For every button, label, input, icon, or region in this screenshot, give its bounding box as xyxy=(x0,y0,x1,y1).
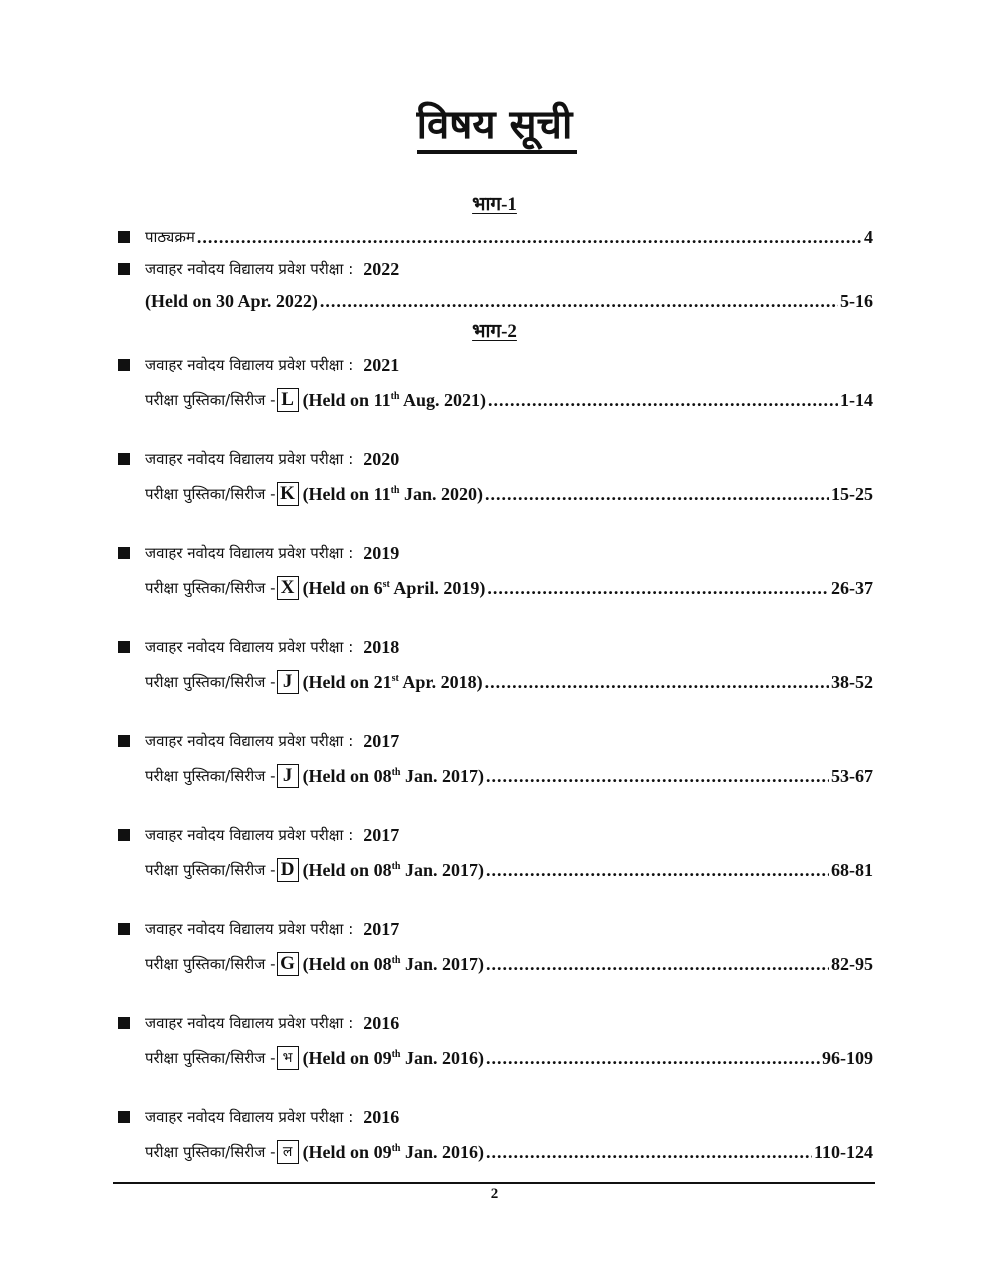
held-on-date xyxy=(303,484,483,505)
bullet-icon xyxy=(118,923,130,935)
exam-year: 2016 xyxy=(363,1012,400,1033)
held-on-date xyxy=(303,672,483,693)
entry-pages: 82-95 xyxy=(831,953,873,974)
entry-pages: 110-124 xyxy=(813,1141,873,1162)
entry-pages: 68-81 xyxy=(831,859,873,880)
held-day-suffix: st xyxy=(382,578,390,590)
series-code-box: G xyxy=(277,952,299,976)
exam-year: 2016 xyxy=(363,1106,400,1127)
exam-title: जवाहर नवोदय विद्यालय प्रवेश परीक्षा : xyxy=(145,1014,354,1032)
series-prefix: परीक्षा पुस्तिका/सिरीज - xyxy=(145,955,276,973)
held-date-rest: Jan. 2017) xyxy=(400,765,484,786)
dot-leader xyxy=(485,484,829,505)
held-prefix: (Held on xyxy=(302,483,374,504)
page-number: 2 xyxy=(490,1186,499,1202)
series-code-box: J xyxy=(277,764,299,788)
page-title: विषय सूची xyxy=(416,102,573,148)
exam-title-line xyxy=(145,633,873,661)
entry-pages: 4 xyxy=(864,226,873,247)
exam-year: 2017 xyxy=(363,730,400,751)
held-date-rest: Jan. 2017) xyxy=(400,859,484,880)
exam-title-line xyxy=(145,255,873,283)
held-prefix: (Held on xyxy=(302,1047,374,1068)
exam-title: जवाहर नवोदय विद्यालय प्रवेश परीक्षा : xyxy=(145,544,354,562)
held-on-date xyxy=(303,1048,484,1069)
series-prefix: परीक्षा पुस्तिका/सिरीज - xyxy=(145,579,276,597)
dot-leader xyxy=(486,860,829,881)
held-day-suffix: th xyxy=(391,860,401,872)
held-day-suffix: st xyxy=(391,672,399,684)
dot-leader xyxy=(320,291,838,312)
exam-title-line xyxy=(145,915,873,943)
toc-entry-2017-7[interactable] xyxy=(145,950,873,978)
held-day-suffix: th xyxy=(391,1048,401,1060)
held-day-suffix: th xyxy=(391,1142,401,1154)
entry-pages: 15-25 xyxy=(831,483,873,504)
exam-title: जवाहर नवोदय विद्यालय प्रवेश परीक्षा : xyxy=(145,732,354,750)
held-day: 08 xyxy=(373,953,392,974)
toc-entry-2016-8[interactable] xyxy=(145,1044,873,1072)
entry-pages: 96-109 xyxy=(822,1047,873,1068)
exam-title: जवाहर नवोदय विद्यालय प्रवेश परीक्षा : xyxy=(145,920,354,938)
bullet-icon xyxy=(118,263,130,275)
series-code-box: L xyxy=(277,388,299,412)
series-prefix: परीक्षा पुस्तिका/सिरीज - xyxy=(145,673,276,691)
held-on-date xyxy=(303,766,484,787)
exam-title: जवाहर नवोदय विद्यालय प्रवेश परीक्षा : xyxy=(145,356,354,374)
held-prefix: (Held on xyxy=(302,1141,374,1162)
held-day: 11 xyxy=(373,389,391,410)
held-on-date xyxy=(303,578,486,599)
bullet-icon xyxy=(118,547,130,559)
bullet-icon xyxy=(118,1111,130,1123)
bullet-icon xyxy=(118,359,130,371)
held-date-rest: Jan. 2020) xyxy=(399,483,484,504)
held-day: 08 xyxy=(373,765,392,786)
exam-year: 2018 xyxy=(363,636,400,657)
entry-pages: 26-37 xyxy=(831,577,873,598)
entry-label: पाठ्यक्रम xyxy=(145,228,195,246)
bullet-icon xyxy=(118,231,130,243)
exam-year: 2019 xyxy=(363,542,400,563)
exam-title-line xyxy=(145,1103,873,1131)
toc-entry-2018-4[interactable] xyxy=(145,668,873,696)
held-day: 09 xyxy=(373,1047,392,1068)
held-prefix: (Held on xyxy=(302,577,374,598)
exam-title-line xyxy=(145,1009,873,1037)
series-code-box: भ xyxy=(277,1046,299,1070)
dot-leader xyxy=(486,1048,820,1069)
dot-leader xyxy=(488,390,838,411)
bullet-icon xyxy=(118,735,130,747)
series-prefix: परीक्षा पुस्तिका/सिरीज - xyxy=(145,1143,276,1161)
series-prefix: परीक्षा पुस्तिका/सिरीज - xyxy=(145,391,276,409)
exam-title-line xyxy=(145,445,873,473)
exam-title: जवाहर नवोदय विद्यालय प्रवेश परीक्षा : xyxy=(145,450,354,468)
series-code-box: D xyxy=(277,858,299,882)
held-on-date xyxy=(303,954,484,975)
held-day-suffix: th xyxy=(391,766,401,778)
series-code-box: X xyxy=(277,576,299,600)
exam-title-line xyxy=(145,821,873,849)
held-date-rest: April. 2019) xyxy=(389,577,486,598)
series-prefix: परीक्षा पुस्तिका/सिरीज - xyxy=(145,1049,276,1067)
toc-entry-syllabus[interactable] xyxy=(145,223,873,251)
exam-title: जवाहर नवोदय विद्यालय प्रवेश परीक्षा : xyxy=(145,260,354,278)
dot-leader xyxy=(486,1142,812,1163)
held-on-date: (Held on 30 Apr. 2022) xyxy=(145,290,318,311)
exam-title: जवाहर नवोदय विद्यालय प्रवेश परीक्षा : xyxy=(145,826,354,844)
held-date-rest: Jan. 2016) xyxy=(400,1141,484,1162)
held-prefix: (Held on xyxy=(302,389,374,410)
exam-year: 2022 xyxy=(363,258,400,279)
series-code-box: J xyxy=(277,670,299,694)
held-on-date xyxy=(303,390,486,411)
exam-title-line xyxy=(145,351,873,379)
series-prefix: परीक्षा पुस्तिका/सिरीज - xyxy=(145,861,276,879)
bullet-icon xyxy=(118,453,130,465)
toc-entry-2022[interactable] xyxy=(145,287,873,315)
bullet-icon xyxy=(118,1017,130,1029)
toc-entry-2017-6[interactable] xyxy=(145,856,873,884)
title-underline xyxy=(417,150,577,154)
held-date-rest: Aug. 2021) xyxy=(399,389,487,410)
toc-entry-2017-5[interactable] xyxy=(145,762,873,790)
exam-title: जवाहर नवोदय विद्यालय प्रवेश परीक्षा : xyxy=(145,1108,354,1126)
bullet-icon xyxy=(118,641,130,653)
dot-leader xyxy=(485,672,829,693)
held-prefix: (Held on xyxy=(302,953,374,974)
exam-title: जवाहर नवोदय विद्यालय प्रवेश परीक्षा : xyxy=(145,638,354,656)
part-1-heading: भाग-1 xyxy=(472,194,517,215)
held-prefix: (Held on xyxy=(302,859,374,880)
series-prefix: परीक्षा पुस्तिका/सिरीज - xyxy=(145,485,276,503)
held-day: 6 xyxy=(373,577,383,598)
toc-entry-2016-9[interactable] xyxy=(145,1138,873,1166)
entry-pages: 38-52 xyxy=(831,671,873,692)
held-day-suffix: th xyxy=(391,954,401,966)
held-day-suffix: th xyxy=(390,390,400,402)
entry-pages: 5-16 xyxy=(840,290,873,311)
exam-year: 2021 xyxy=(363,354,400,375)
held-day: 08 xyxy=(373,859,392,880)
dot-leader xyxy=(197,227,862,248)
series-prefix: परीक्षा पुस्तिका/सिरीज - xyxy=(145,767,276,785)
toc-entry-2020-2[interactable] xyxy=(145,480,873,508)
held-prefix: (Held on xyxy=(302,671,374,692)
series-code-box: ल xyxy=(277,1140,299,1164)
held-date-rest: Apr. 2018) xyxy=(398,671,483,692)
entry-pages: 53-67 xyxy=(831,765,873,786)
held-date-rest: Jan. 2016) xyxy=(400,1047,484,1068)
held-prefix: (Held on xyxy=(302,765,374,786)
series-code-box: K xyxy=(277,482,299,506)
held-day: 21 xyxy=(373,671,392,692)
exam-year: 2017 xyxy=(363,824,400,845)
toc-entry-2021-1[interactable] xyxy=(145,386,873,414)
held-day: 11 xyxy=(373,483,391,504)
held-on-date xyxy=(303,1142,484,1163)
held-day-suffix: th xyxy=(390,484,400,496)
held-date-rest: Jan. 2017) xyxy=(400,953,484,974)
dot-leader xyxy=(487,578,829,599)
dot-leader xyxy=(486,954,829,975)
exam-title-line xyxy=(145,539,873,567)
dot-leader xyxy=(486,766,829,787)
held-day: 09 xyxy=(373,1141,392,1162)
exam-year: 2017 xyxy=(363,918,400,939)
bullet-icon xyxy=(118,829,130,841)
exam-title-line xyxy=(145,727,873,755)
exam-year: 2020 xyxy=(363,448,400,469)
held-on-date xyxy=(303,860,484,881)
toc-entry-2019-3[interactable] xyxy=(145,574,873,602)
part-2-heading: भाग-2 xyxy=(472,321,517,342)
entry-pages: 1-14 xyxy=(840,389,873,410)
